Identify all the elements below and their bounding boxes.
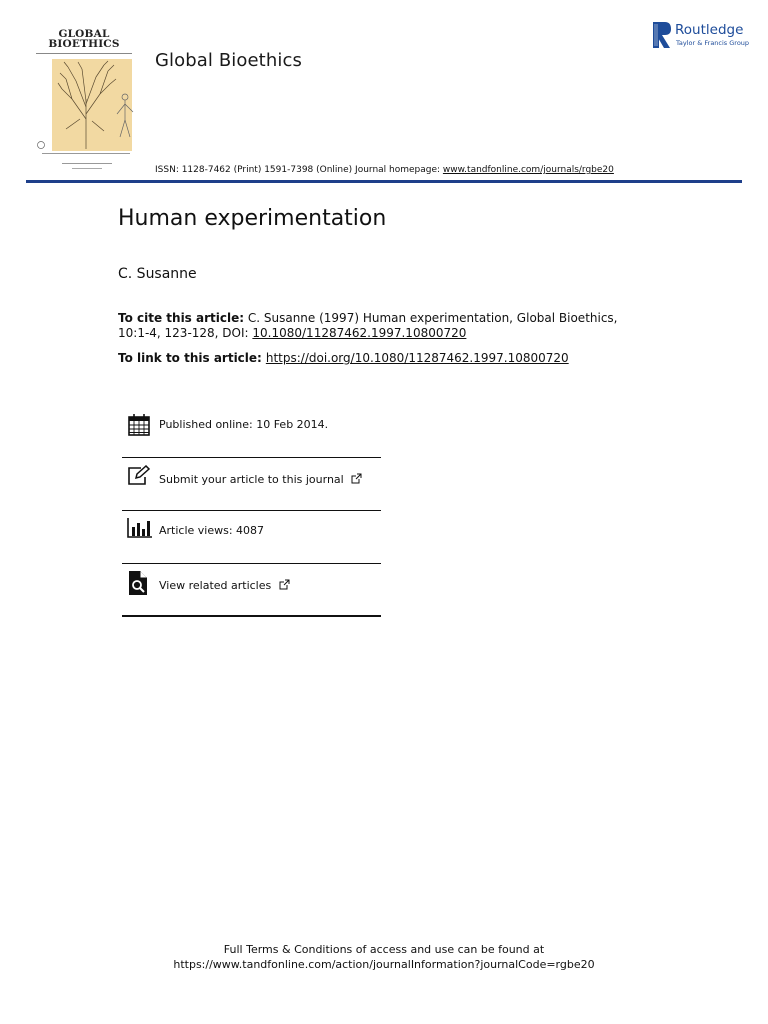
cite-label: To cite this article:	[118, 311, 245, 325]
publisher-logo[interactable]	[652, 20, 748, 52]
related-articles-link[interactable]	[159, 579, 290, 592]
journal-cover	[32, 26, 136, 174]
cover-title-line2: BIOETHICS	[48, 38, 120, 50]
circle-mark-icon	[36, 140, 46, 150]
footer	[0, 942, 768, 972]
submit-article-text: Submit your article to this journal	[159, 473, 344, 486]
bar-chart-icon	[127, 518, 153, 538]
journal-homepage-link[interactable]: www.tandfonline.com/journals/rgbe20	[442, 165, 614, 175]
calendar-icon	[127, 413, 151, 437]
published-online-text: Published online: 10 Feb 2014.	[159, 418, 329, 431]
footer-terms-url[interactable]: https://www.tandfonline.com/action/journalInformation?journalCode=rgbe20	[173, 958, 595, 971]
link-label: To link to this article:	[118, 351, 262, 365]
citation	[118, 311, 618, 340]
cover-caption-rule	[42, 153, 130, 154]
article-title: Human experimentation	[118, 206, 387, 231]
figure-sketch-icon	[114, 92, 136, 142]
external-link-icon	[279, 579, 290, 590]
article-info-box	[122, 410, 381, 620]
issn-text: ISSN: 1128-7462 (Print) 1591-7398 (Online) Journal homepage:	[155, 165, 443, 175]
publisher-tagline: Taylor & Francis Group	[676, 39, 750, 47]
related-articles-text: View related articles	[159, 579, 272, 592]
row-divider	[122, 615, 381, 617]
header-rule	[26, 180, 742, 183]
article-link-line	[118, 351, 569, 365]
submit-article-link[interactable]	[159, 473, 362, 486]
cover-title-line1: GLOBAL	[58, 28, 110, 40]
cover-title	[32, 29, 136, 49]
cover-caption-rule-2	[62, 163, 112, 164]
search-document-icon	[127, 570, 149, 596]
row-divider	[122, 510, 381, 511]
cover-rule	[36, 53, 132, 56]
row-divider	[122, 563, 381, 564]
issn-line	[155, 165, 614, 175]
cite-text: C. Susanne (1997) Human experimentation, Global Bioethics, 10:1-4, 123-128, DOI:	[118, 311, 618, 340]
row-divider	[122, 457, 381, 458]
publisher-name: Routledge	[675, 22, 744, 38]
journal-name: Global Bioethics	[155, 50, 302, 71]
article-author: C. Susanne	[118, 266, 197, 282]
cite-doi-link[interactable]: 10.1080/11287462.1997.10800720	[252, 325, 467, 340]
external-link-icon	[351, 473, 362, 484]
article-views-text: Article views: 4087	[159, 524, 265, 537]
article-doi-link[interactable]: https://doi.org/10.1080/11287462.1997.10800720	[265, 351, 569, 365]
routledge-r-icon	[652, 20, 672, 50]
edit-icon	[127, 465, 151, 487]
footer-terms-text: Full Terms & Conditions of access and use can be found at	[223, 943, 545, 956]
cover-caption-rule-3	[72, 168, 102, 169]
